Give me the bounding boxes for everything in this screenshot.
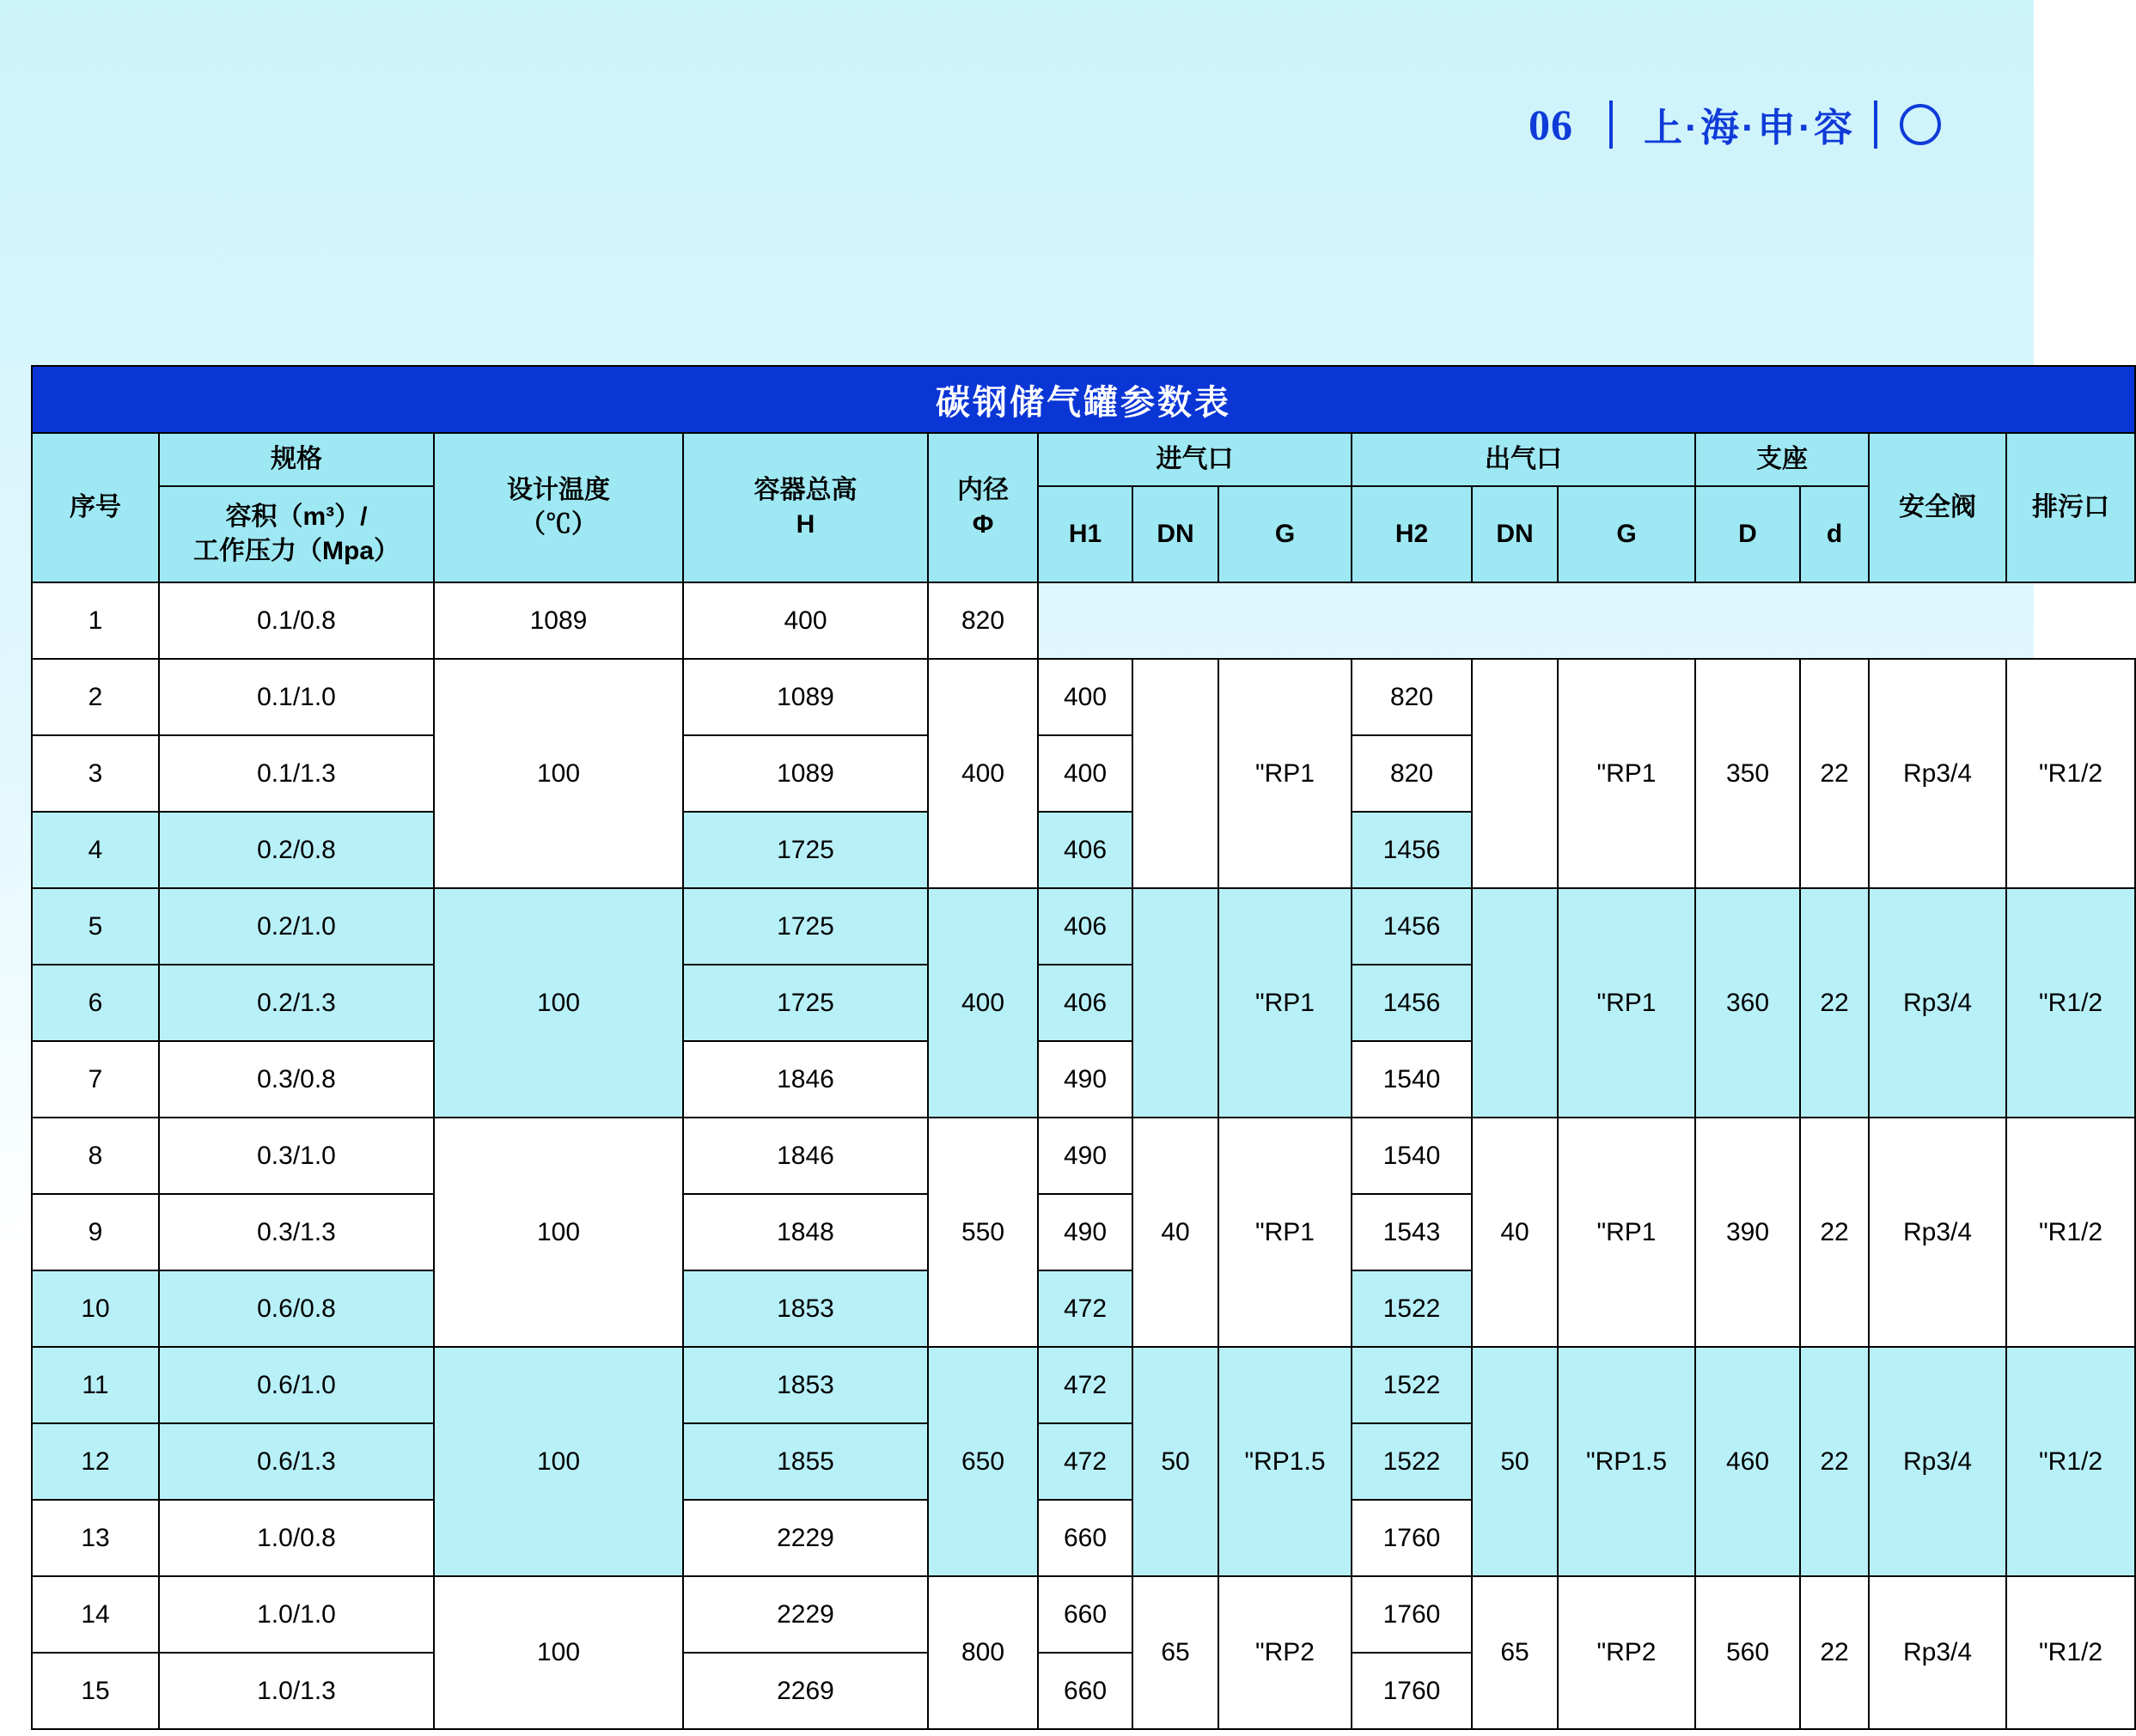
header-inlet-g: G <box>1218 486 1352 582</box>
header-support-group: 支座 <box>1695 433 1869 486</box>
cell-spec: 0.6/1.3 <box>159 1423 434 1500</box>
table-title: 碳钢储气罐参数表 <box>32 366 2135 433</box>
cell-inner-diameter: 400 <box>928 888 1038 1118</box>
header-outlet-dn: DN <box>1472 486 1558 582</box>
cell-inlet-h1: 472 <box>1038 1347 1132 1423</box>
cell-support-d2: 22 <box>1800 659 1869 888</box>
cell-inlet-g: "RP1 <box>1218 659 1352 888</box>
cell-seq: 5 <box>32 888 159 965</box>
header-inner-diameter-label: 内径 <box>957 475 1009 504</box>
cell-inlet-dn: 50 <box>1132 1347 1218 1576</box>
cell-spec: 0.1/1.0 <box>159 659 434 735</box>
cell-design-temp: 100 <box>434 1576 683 1729</box>
cell-support-d2: 22 <box>1800 1118 1869 1347</box>
cell-inlet-h1: 472 <box>1038 1423 1132 1500</box>
cell-inlet-h1: 490 <box>1038 1118 1132 1194</box>
cell-design-temp: 100 <box>434 888 683 1118</box>
cell-total-height: 1725 <box>683 965 928 1041</box>
table-header-row-2 <box>32 486 2135 582</box>
header-outlet-group: 出气口 <box>1352 433 1695 486</box>
cell-inlet-dn <box>1132 888 1218 1118</box>
cell-support-d2: 22 <box>1800 1347 1869 1576</box>
header-inner-diameter <box>928 433 1038 582</box>
cell-drain: "R1/2 <box>2006 888 2135 1118</box>
cell-outlet-h2: 1522 <box>1352 1347 1472 1423</box>
cell-outlet-h2: 1540 <box>1352 1118 1472 1194</box>
table-row <box>32 582 2135 659</box>
cell-support-d: 350 <box>1695 659 1800 888</box>
cell-safety-valve: Rp3/4 <box>1869 888 2006 1118</box>
cell-outlet-h2: 820 <box>928 582 1038 659</box>
cell-spec: 0.2/1.3 <box>159 965 434 1041</box>
header-spec-line2: 工作压力（Mpa） <box>193 537 400 565</box>
cell-outlet-h2: 1456 <box>1352 965 1472 1041</box>
cell-outlet-g: "RP1.5 <box>1558 1347 1695 1576</box>
cell-inner-diameter: 400 <box>928 659 1038 888</box>
cell-seq: 7 <box>32 1041 159 1118</box>
cell-inlet-h1: 400 <box>683 582 928 659</box>
cell-safety-valve: Rp3/4 <box>1869 1118 2006 1347</box>
cell-spec: 0.6/0.8 <box>159 1270 434 1347</box>
cell-inner-diameter: 800 <box>928 1576 1038 1729</box>
cell-inlet-h1: 472 <box>1038 1270 1132 1347</box>
cell-design-temp: 100 <box>434 659 683 888</box>
cell-support-d: 460 <box>1695 1347 1800 1576</box>
header-inner-diameter-symbol: Φ <box>972 510 994 539</box>
cell-total-height: 1725 <box>683 888 928 965</box>
cell-safety-valve: Rp3/4 <box>1869 1347 2006 1576</box>
cell-seq: 4 <box>32 812 159 888</box>
cell-seq: 1 <box>32 582 159 659</box>
table-row <box>32 888 2135 965</box>
cell-seq: 3 <box>32 735 159 812</box>
cell-total-height: 1848 <box>683 1194 928 1270</box>
cell-outlet-dn: 50 <box>1472 1347 1558 1576</box>
cell-total-height: 2269 <box>683 1653 928 1729</box>
header-inlet-dn: DN <box>1132 486 1218 582</box>
cell-support-d2: 22 <box>1800 888 1869 1118</box>
cell-inlet-h1: 660 <box>1038 1576 1132 1653</box>
cell-outlet-h2: 1543 <box>1352 1194 1472 1270</box>
header-total-height-symbol: H <box>796 510 815 539</box>
cell-outlet-h2: 1760 <box>1352 1653 1472 1729</box>
cell-inlet-h1: 400 <box>1038 659 1132 735</box>
cell-spec: 0.3/1.3 <box>159 1194 434 1270</box>
page-header <box>1529 96 1941 152</box>
cell-drain: "R1/2 <box>2006 1118 2135 1347</box>
header-divider-right <box>1874 101 1877 149</box>
header-spec-line1: 容积（m³）/ <box>225 502 368 531</box>
cell-inlet-dn: 40 <box>1132 1118 1218 1347</box>
cell-total-height: 1089 <box>683 659 928 735</box>
cell-outlet-h2: 820 <box>1352 735 1472 812</box>
header-seq: 序号 <box>32 433 159 582</box>
cell-inlet-g: "RP1 <box>1218 1118 1352 1347</box>
page-number: 06 <box>1529 100 1574 149</box>
parameter-table-container <box>31 365 2110 1730</box>
cell-outlet-g: "RP1 <box>1558 1118 1695 1347</box>
cell-support-d: 360 <box>1695 888 1800 1118</box>
cell-inlet-h1: 660 <box>1038 1653 1132 1729</box>
cell-inlet-h1: 400 <box>1038 735 1132 812</box>
cell-spec: 1.0/1.3 <box>159 1653 434 1729</box>
cell-support-d: 560 <box>1695 1576 1800 1729</box>
cell-spec: 1.0/0.8 <box>159 1500 434 1576</box>
cell-inlet-dn: 65 <box>1132 1576 1218 1729</box>
header-safety-valve: 安全阀 <box>1869 433 2006 582</box>
cell-drain: "R1/2 <box>2006 659 2135 888</box>
cell-safety-valve: Rp3/4 <box>1869 659 2006 888</box>
header-drain: 排污口 <box>2006 433 2135 582</box>
cell-seq: 14 <box>32 1576 159 1653</box>
table-row <box>32 659 2135 735</box>
cell-spec: 0.1/0.8 <box>159 582 434 659</box>
table-header-row-1 <box>32 433 2135 486</box>
cell-total-height: 2229 <box>683 1500 928 1576</box>
cell-outlet-h2: 1760 <box>1352 1576 1472 1653</box>
cell-inlet-h1: 490 <box>1038 1041 1132 1118</box>
cell-outlet-h2: 1540 <box>1352 1041 1472 1118</box>
table-row <box>32 1118 2135 1194</box>
cell-outlet-dn <box>1472 888 1558 1118</box>
cell-drain: "R1/2 <box>2006 1347 2135 1576</box>
cell-total-height: 1853 <box>683 1347 928 1423</box>
cell-seq: 10 <box>32 1270 159 1347</box>
cell-seq: 6 <box>32 965 159 1041</box>
cell-inlet-h1: 490 <box>1038 1194 1132 1270</box>
cell-spec: 0.2/0.8 <box>159 812 434 888</box>
cell-spec: 1.0/1.0 <box>159 1576 434 1653</box>
cell-outlet-h2: 1522 <box>1352 1270 1472 1347</box>
cell-spec: 0.6/1.0 <box>159 1347 434 1423</box>
header-divider-left <box>1609 101 1613 149</box>
cell-spec: 0.2/1.0 <box>159 888 434 965</box>
header-inlet-h1: H1 <box>1038 486 1132 582</box>
cell-outlet-h2: 1456 <box>1352 888 1472 965</box>
header-support-d2: d <box>1800 486 1869 582</box>
cell-seq: 8 <box>32 1118 159 1194</box>
cell-outlet-g: "RP1 <box>1558 659 1695 888</box>
cell-inlet-h1: 660 <box>1038 1500 1132 1576</box>
header-design-temp-label: 设计温度 <box>507 475 610 504</box>
cell-outlet-h2: 820 <box>1352 659 1472 735</box>
cell-total-height: 1089 <box>683 735 928 812</box>
circle-icon <box>1900 104 1941 145</box>
cell-inner-diameter: 550 <box>928 1118 1038 1347</box>
cell-safety-valve: Rp3/4 <box>1869 1576 2006 1729</box>
header-outlet-g: G <box>1558 486 1695 582</box>
cell-seq: 11 <box>32 1347 159 1423</box>
header-support-d: D <box>1695 486 1800 582</box>
table-row <box>32 1347 2135 1423</box>
cell-outlet-dn: 65 <box>1472 1576 1558 1729</box>
cell-inlet-g: "RP1 <box>1218 888 1352 1118</box>
header-spec-group: 规格 <box>159 433 434 486</box>
header-total-height-label: 容器总高 <box>754 475 857 504</box>
cell-support-d2: 22 <box>1800 1576 1869 1729</box>
cell-outlet-h2: 1760 <box>1352 1500 1472 1576</box>
cell-inlet-h1: 406 <box>1038 888 1132 965</box>
cell-support-d: 390 <box>1695 1118 1800 1347</box>
cell-seq: 13 <box>32 1500 159 1576</box>
cell-total-height: 2229 <box>683 1576 928 1653</box>
carbon-steel-tank-parameter-table <box>31 365 2136 1730</box>
cell-inlet-g: "RP2 <box>1218 1576 1352 1729</box>
header-outlet-h2: H2 <box>1352 486 1472 582</box>
cell-inlet-h1: 406 <box>1038 812 1132 888</box>
cell-drain: "R1/2 <box>2006 1576 2135 1729</box>
cell-spec: 0.1/1.3 <box>159 735 434 812</box>
cell-seq: 12 <box>32 1423 159 1500</box>
cell-outlet-h2: 1456 <box>1352 812 1472 888</box>
cell-outlet-h2: 1522 <box>1352 1423 1472 1500</box>
cell-inner-diameter: 650 <box>928 1347 1038 1576</box>
cell-inlet-h1: 406 <box>1038 965 1132 1041</box>
cell-total-height: 1853 <box>683 1270 928 1347</box>
cell-outlet-dn: 40 <box>1472 1118 1558 1347</box>
cell-seq: 15 <box>32 1653 159 1729</box>
cell-inlet-g: "RP1.5 <box>1218 1347 1352 1576</box>
cell-design-temp: 100 <box>434 1118 683 1347</box>
brand-name: 上·海·申·容 <box>1644 106 1855 149</box>
cell-outlet-g: "RP2 <box>1558 1576 1695 1729</box>
header-total-height <box>683 433 928 582</box>
header-inlet-group: 进气口 <box>1038 433 1352 486</box>
cell-total-height: 1846 <box>683 1118 928 1194</box>
cell-spec: 0.3/1.0 <box>159 1118 434 1194</box>
cell-seq: 2 <box>32 659 159 735</box>
header-design-temp-unit: （℃） <box>520 510 597 539</box>
cell-outlet-g: "RP1 <box>1558 888 1695 1118</box>
cell-total-height: 1725 <box>683 812 928 888</box>
header-design-temp <box>434 433 683 582</box>
cell-total-height: 1846 <box>683 1041 928 1118</box>
cell-total-height: 1089 <box>434 582 683 659</box>
table-row <box>32 1576 2135 1653</box>
cell-seq: 9 <box>32 1194 159 1270</box>
cell-spec: 0.3/0.8 <box>159 1041 434 1118</box>
cell-total-height: 1855 <box>683 1423 928 1500</box>
cell-inlet-dn <box>1132 659 1218 888</box>
header-spec-detail <box>159 486 434 582</box>
cell-design-temp: 100 <box>434 1347 683 1576</box>
cell-outlet-dn <box>1472 659 1558 888</box>
table-title-row <box>32 366 2135 433</box>
